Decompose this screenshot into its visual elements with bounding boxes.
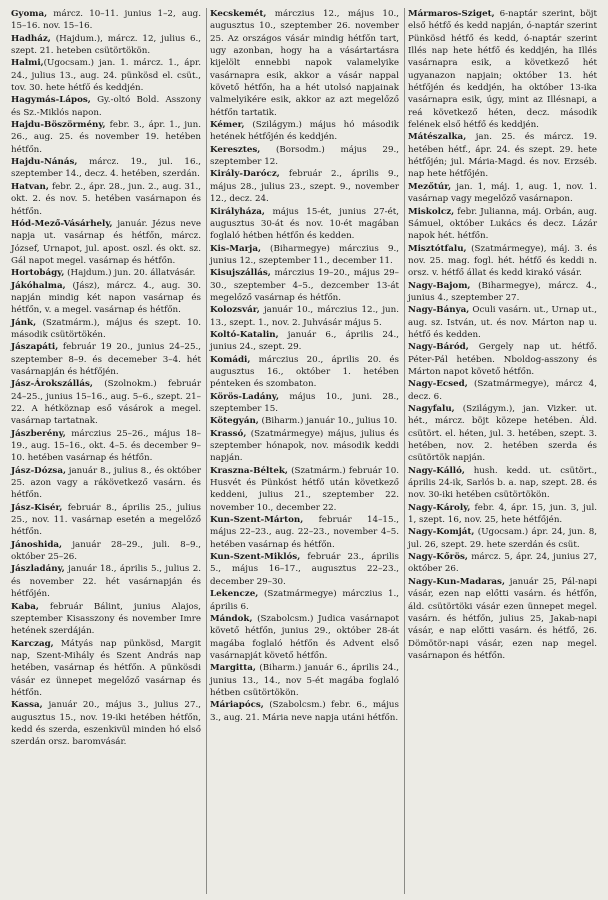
fair-entry (210, 119, 399, 144)
fair-entry (210, 699, 399, 724)
fair-entry (11, 699, 201, 748)
entry-place: Mezőtúr, (408, 181, 452, 192)
entry-place: Kis-Marja, (210, 243, 261, 254)
entry-text: (Szatmárm.), május és szept. 10. második csütörtökén. (11, 317, 201, 340)
fair-entry (210, 613, 399, 662)
entry-place: Margitta, (210, 663, 256, 674)
fair-entry (408, 378, 597, 403)
fair-entry (408, 576, 597, 662)
entry-text: (Hajdum.) jun. 20. állatvásár. (64, 268, 196, 279)
text-columns (8, 8, 602, 894)
entry-place: Máriapócs, (210, 700, 264, 711)
entry-text: (Biharm.) január 10., julius 10. (258, 416, 398, 427)
fair-entry (11, 267, 201, 279)
entry-place: Nagyfalu, (408, 404, 455, 414)
entry-text: márcz. 19., jul. 16., szeptember 14., decz. 4. hetében, szerdán. (11, 157, 201, 180)
entry-text: (Szabolcsm.) Judica vasárnapot követő hétfőn, junius 29., október 28-át magába foglaló hétfőn és Advent első vasárnapját követő hétfőn. (210, 613, 399, 661)
entry-text: (Szilágym.) május hó második hetének hétfőjén és keddjén. (210, 120, 399, 143)
entry-place: Kraszna-Béltek, (210, 465, 288, 476)
fair-entry (210, 144, 399, 169)
entry-place: Nagy-Károly, (408, 502, 471, 513)
fair-entry (408, 502, 597, 527)
entry-text: február Bálint, junius Alajos, szeptember Kisasszony és november Imre hetének szerdáján. (11, 601, 201, 637)
fair-entry (408, 131, 597, 180)
column-middle (206, 8, 404, 894)
fair-entry (11, 33, 201, 58)
entry-place: Körös-Ladány, (210, 391, 280, 402)
column-right (404, 8, 602, 894)
entry-text: (Szatmármegye), márcz 4, decz. 6. (408, 379, 597, 402)
fair-entry (408, 206, 597, 243)
entry-place: Nagy-Komját, (408, 527, 475, 538)
entry-text: (Szatmármegye), máj. 3. és nov. 25. mag. fogl. hét. hétfő és keddi n. orsz. v. hétfő állat és kedd kirakó vásár. (408, 243, 597, 279)
entry-text: (Szatmármegye) márczius 1., április 6. (210, 589, 399, 612)
fair-entry (210, 206, 399, 243)
entry-place: Király-Darócz, (210, 169, 280, 180)
fair-entry (210, 662, 399, 699)
fair-entry (210, 304, 399, 329)
fair-entry (408, 8, 597, 131)
entry-text: május 15-ét, junius 27-ét, augusztus 30-át és nov. 10-ét magában foglaló hétben hétfőn és kedden. (210, 206, 399, 242)
fair-entry (408, 465, 597, 502)
entry-place: Kémer, (210, 120, 245, 131)
fair-entry (11, 638, 201, 700)
entry-place: Jákóhalma, (11, 280, 66, 291)
entry-text: márczius 25–26., május 18–19., aug. 15–16., okt. 4–5. és december 9–10. hetében vasárnap és hétfőn. (11, 428, 201, 464)
fair-entry (210, 168, 399, 205)
entry-place: Nagy-Kun-Madaras, (408, 576, 505, 587)
entry-text: (Szabolcsm.) febr. 6., május 3., aug. 21. Mária neve napja utáni hétfőn. (210, 700, 399, 723)
entry-text: jan. 25. és márcz. 19. hetében hétf., ápr. 24. és szept. 29. hete hétfőjén; jul. Mária-Magd. és nov. Erzséb. nap hete hétfőjén. (408, 132, 597, 180)
fair-entry (210, 428, 399, 465)
fair-entry (408, 526, 597, 551)
entry-place: Misztótfalu, (408, 243, 467, 254)
entry-text: Gy.-oltó Bold. Asszony és Sz.-Miklós napon. (11, 95, 201, 118)
fair-entry (11, 94, 201, 119)
entry-text: (Jász), márcz. 4., aug. 30. napján mindig két napon vasárnap és hétfőn, v. a megel. vasárnap és hétfőn. (11, 280, 201, 316)
fair-entry (11, 563, 201, 600)
entry-place: Hód-Mező-Vásárhely, (11, 218, 113, 229)
entry-text: hush. kedd. ut. csütört., április 24-ik, Sarlós b. a. nap, szept. 28. és nov. 30-iki hetében csütörtökön. (408, 465, 597, 501)
entry-text: (Biharmegye) márczius 9., junius 12., szeptember 11., december 11. (210, 243, 399, 266)
fair-entry (408, 181, 597, 206)
entry-place: Jász-Árokszállás, (11, 379, 93, 390)
entry-place: Nagy-Kőrös, (408, 552, 468, 563)
entry-text: (Borsodm.) május 29., szeptember 12. (210, 144, 399, 168)
entry-place: Kötegyán, (210, 416, 259, 427)
entry-place: Kecskemét, (210, 9, 267, 19)
entry-text: január 20., május 3., julius 27., augusztus 15., nov. 19-iki hetében hétfőn, kedd és szerda, eszenkivül minden hó első szerdán orsz. baromvásár. (11, 700, 201, 748)
fair-entry (210, 465, 399, 514)
fair-entry (408, 341, 597, 378)
fair-entry (210, 354, 399, 391)
entry-text: január 6., április 24., junius 24., szept. 29. (210, 329, 399, 353)
entry-place: Karczag, (11, 638, 54, 649)
entry-text: január 25, Pál-napi vásár, ezen nap előtti vasárn. és hétfőn, áld. csütörtöki vásár ezen ünnepet megel. vasárn. és hétfőn, julius 25, Jakab-napi vásár, e nap előtti vasárn. és hétfő, 26. Dömötör-napi vásár, ezen nap megel. vasárnapon és hétfőn. (408, 576, 597, 661)
entry-place: Nagy-Ecsed, (408, 379, 468, 390)
entry-text: márczius 12., május 10., augusztus 10., szeptember 26. november 25. Az országos vásár mindig hétfőn tart, ugy azonban, hogy ha a vásártartásra kijelölt ennebbi napok valamelyike vasárnapra esik, akkor a vásár nappal követő hétfőn, ha a hét utolsó napjainak valmelyikére esik, akkor az azt megelőző hétfőn tartatik. (210, 9, 399, 118)
entry-text: febr. 4, ápr. 15, jun. 3, jul. 1, szept. 16, nov. 25, hete hétfőjén. (408, 502, 597, 526)
entry-place: Nagy-Báród, (408, 342, 469, 353)
entry-place: Jánoshida, (11, 539, 63, 550)
entry-text: február 8., április 25., julius 25., nov. 11. vasárnap esetén a megelőző hétfőn. (11, 502, 201, 538)
entry-place: Jász-Dózsa, (11, 465, 66, 476)
entry-text: márcz. 10–11. junius 1–2, aug. 15–16. nov. 15–16. (11, 9, 201, 32)
fair-entry (11, 119, 201, 156)
entry-place: Mándok, (210, 613, 253, 624)
fair-entry (210, 329, 399, 354)
entry-text: február 23., április 5., május 16–17., augusztus 22–23., december 29–30. (210, 552, 399, 587)
entry-text: január 10., márczius 12., jun. 13., szept. 1., nov. 2. Juhvásár május 5. (210, 305, 399, 328)
entry-place: Nagy-Kálló, (408, 465, 465, 476)
entry-place: Jász-Kisér, (11, 502, 63, 513)
entry-text: február 2., április 9., május 28., julius 23., szept. 9., november 12., decz. 24. (210, 169, 399, 205)
entry-place: Hatvan, (11, 181, 49, 192)
fair-entry (11, 218, 201, 267)
fair-entry (11, 378, 201, 427)
fair-entry (11, 601, 201, 638)
fair-entry (11, 317, 201, 342)
entry-text: január. Jézus neve napja ut. vasárnap és hétfőn, márcz. József, Urnapot, jul. apost. oszl. és okt. sz. Gál napot megel. vasárnap és hétfőn. (11, 218, 201, 266)
entry-text: Oculi vasárn. ut., Urnap ut., aug. sz. István, ut. és nov. Márton nap u. hétfő és kedden. (408, 305, 597, 340)
entry-text: (Szolnokm.) február 24–25., junius 15–16., aug. 5–6., szept. 21–22. A hétköznap eső vásárok a megel. vasárnap tartatnak. (11, 379, 201, 427)
fair-entry (11, 539, 201, 564)
entry-place: Kolozsvár, (210, 305, 260, 316)
entry-place: Halmi, (11, 58, 44, 69)
fair-entry (408, 243, 597, 280)
fair-entry (11, 8, 201, 33)
fair-entry (11, 341, 201, 378)
entry-place: Hajdu-Böszörmény, (11, 120, 106, 131)
entry-text: (Biharmegye), márcz. 4., junius 4., szeptember 27. (408, 280, 597, 303)
fair-entry (210, 267, 399, 304)
entry-text: febr. 2., ápr. 28., jun. 2., aug. 31., okt. 2. és nov. 5. hetében vasárnapon és hétfőn. (11, 181, 201, 217)
entry-place: Jászapáti, (11, 342, 59, 353)
entry-place: Kassa, (11, 700, 43, 711)
fair-entry (408, 304, 597, 341)
entry-place: Hajdu-Nánás, (11, 157, 78, 168)
entry-place: Keresztes, (210, 144, 261, 155)
entry-place: Krassó, (210, 428, 247, 439)
entry-place: Lekencze, (210, 589, 259, 600)
entry-place: Hortobágy, (11, 268, 65, 279)
entry-text: január 28–29., juli. 8–9., október 25–26. (11, 539, 201, 563)
entry-place: Miskolcz, (408, 206, 455, 217)
entry-place: Kun-Szent-Miklós, (210, 552, 301, 563)
entry-text: márcz. 5, ápr. 24, junius 27, október 26. (408, 552, 597, 575)
entry-place: Nagy-Bánya, (408, 305, 470, 316)
fair-entry (11, 156, 201, 181)
entry-text: február 14–15., május 22–23., aug. 22–23., november 4–5. hetében vasárnap és hétfőn. (210, 515, 399, 550)
entry-place: Kisujszállás, (210, 268, 271, 279)
entry-text: január 8., julius 8., és október 25. azon vagy a rákövetkező vasárn. és hétfőn. (11, 465, 201, 501)
fair-entry (11, 181, 201, 218)
entry-text: február 19 20., junius 24–25., szeptember 8–9. és decemeber 3–4. hét vasárnapján és hétfőjén. (11, 342, 201, 377)
fair-entry (11, 465, 201, 502)
entry-place: Jászladány, (11, 564, 65, 575)
entry-place: Hadház, (11, 33, 51, 44)
entry-text: márczius 19–20., május 29–30., szeptember 4–5., dezcember 13-át megelőző vasárnap és hétfőn. (210, 268, 399, 303)
fair-entry (408, 551, 597, 576)
entry-text: (Szatmárm.) február 10. Husvét és Pünkóst hétfő után következő keddeni, julius 21., szeptember 22. november 10., december 22. (210, 465, 399, 513)
entry-text: (Biharm.) január 6., április 24., junius 13., 14., nov 5-ét magába foglaló hétben csütörtökön. (210, 663, 399, 698)
fair-entry (210, 551, 399, 588)
fair-entry (210, 391, 399, 416)
entry-place: Jánk, (11, 317, 37, 328)
entry-text: (Szatmármegye) május, julius és szeptember hónapok, nov. második keddi napján. (210, 428, 399, 464)
entry-text: (Hajdum.), márcz. 12, julius 6., szept. 21. heteben csütörtökön. (11, 33, 201, 57)
fair-entry (408, 403, 597, 465)
entry-place: Koltó-Katalin, (210, 329, 279, 340)
entry-text: jan. 1, máj. 1, aug. 1, nov. 1. vasárnap vagy megelőző vasárnapon. (408, 181, 597, 205)
entry-text: 6-naptár szerint, böjt első hétfő és kedd napján, ó-naptár szerint Pünkösd hétfő és kedd, ó-naptár szerint Illés nap hete hétfő és keddjén, ha Illés vasárnapra esik, a következő hét ugyanazon napjain; október 13. hét hétfőjén és keddjén, ha október 13-ika vasárnapra esik, úgy, mint az Illésnapi, a reá következő héten, decz. második felének első hétfő és keddjén. (408, 9, 597, 131)
entry-place: Mátészalka, (408, 132, 467, 143)
entry-text: febr. Julianna, máj. Orbán, aug. Sámuel, október Lukács és decz. Lázár napok hét. hétfőn. (408, 206, 597, 242)
fair-entry (408, 280, 597, 305)
entry-place: Kun-Szent-Márton, (210, 515, 304, 526)
entry-text: (Ugocsam.) ápr. 24, jun. 8, jul. 26, szept. 29. hete szerdán és csüt. (408, 527, 597, 550)
fair-entry (210, 514, 399, 551)
fair-entry (210, 8, 399, 119)
entry-text: Mátyás nap pünkösd, Margit nap, Szent-Mihály és Szent András nap hetében, vasárnap és hétfőn. A pünkösdi vásár ez ünnepet megelőző vasárnap és hétfőn. (11, 638, 201, 698)
entry-place: Nagy-Bajom, (408, 280, 471, 291)
fair-entry (210, 415, 399, 427)
entry-text: május 10., juni. 28., szeptember 15. (210, 391, 399, 414)
entry-text: febr. 3., ápr. 1., jun. 26., aug. 25. és november 19. hetében hétfőn. (11, 120, 201, 155)
entry-place: Jászberény, (11, 428, 66, 439)
entry-text: január 18., április 5., julius 2. és november 22. hét vasárnapján és hétfőjén. (11, 564, 201, 600)
entry-text: (Szilágym.), jan. Vizker. ut. hét., márcz. böjt közepe hetében. Áld. csütört. el. héten, jul. 3. hetében, szept. 3. hetében, nov. 2. hetében szerda és csütörtök napján. (408, 404, 597, 464)
entry-text: márczius 20., április 20. és augusztus 16., október 1. hetében pénteken és szombaton. (210, 354, 399, 390)
entry-place: Gyoma, (11, 9, 48, 19)
entry-place: Hagymás-Lápos, (11, 95, 91, 106)
entry-place: Királyháza, (210, 206, 265, 217)
fair-entry (11, 57, 201, 94)
fair-entry (11, 428, 201, 465)
entry-text: Gergely nap ut. hétfő. Péter-Pál hetében. Nboldog-asszony és Márton napot követő hétfőn. (408, 342, 597, 377)
entry-place: Mármaros-Sziget, (408, 9, 495, 19)
fair-entry (11, 502, 201, 539)
entry-place: Kaba, (11, 601, 39, 612)
fair-entry (210, 243, 399, 268)
entry-text: (Ugocsam.) jan. 1. márcz. 1., ápr. 24., julius 13., aug. 24. pünkösd el. csüt., tov. 30. hete hétfő és keddjén. (11, 58, 201, 94)
column-left (8, 8, 206, 894)
fair-entry (210, 588, 399, 613)
fair-entry (11, 280, 201, 317)
entry-place: Komádi, (210, 354, 251, 365)
